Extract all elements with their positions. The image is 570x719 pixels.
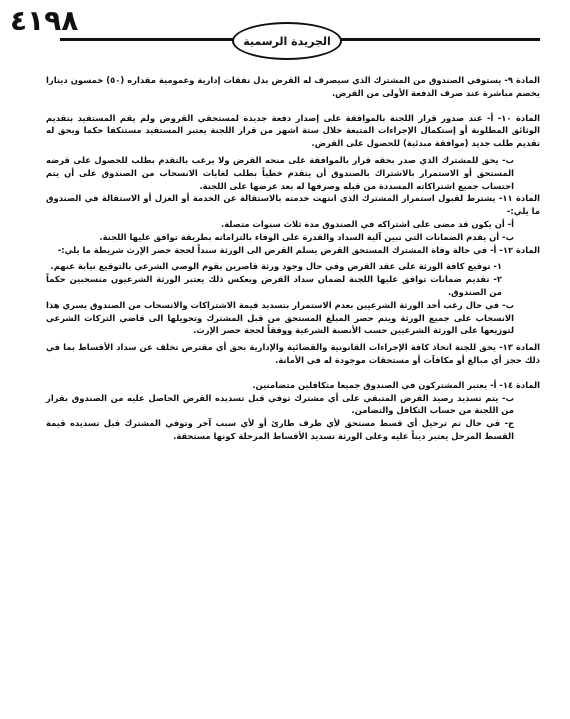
article-12-b: ب- في حال رغب أحد الورثة الشرعيين بعدم الاستمرار بتسديد قيمة الاشتراكات والانسحاب من الصندوق يسري هذا الانسحاب على جميع الورثة ويتم حصر المبلغ المستحق من قبل المشترك وتحويلها الى قاضي التركات الشرعي لتوزيعها على الورثة الشرعيين حسب الأنصبة الشرعية ووفقاً لحجة حصر الإرث. bbox=[46, 299, 514, 336]
article-10-a: المادة ١٠- أ- عند صدور قرار اللجنة بالموافقة على إصدار دفعة جديدة لمستحقي القروض ولم يقم المستفيد بتقديم الوثائق المطلوبة أو إستكمال الإجراءات المتبعة خلال ستة اشهر من قرار اللجنة يعتبر المستفيد مستنكفا حكما ويحق له تقديم طلب جديد (موافقة مبدئية) للحصول على القرض. bbox=[46, 112, 540, 149]
article-11-intro: المادة ١١- يشترط لقبول استمرار المشترك الذي انتهت خدمته بالاستقالة عن الخدمة أو العزل أو الاستقالة في الصندوق ما يلي:- bbox=[46, 193, 540, 217]
article-12-item-2: ٢- تقديم ضمانات توافق عليها اللجنة لضمان سداد القرض ويعكس ذلك يعتبر الورثة الشرعيون منسحبين حكماً من الصندوق. bbox=[46, 274, 502, 297]
article-12-intro: المادة ١٢- أ- في حالة وفاة المشترك المستحق القرض يسلم القرض الى الورثة سنداً لحجة حصر الإرث شريطة ما يلي:- bbox=[57, 244, 540, 255]
article-14-c: ج- في حال تم ترحيل أي قسط مستحق لأي ظرف طارئ أو لأي سبب آخر وتوفي المشترك قبل تسديده قيمة القسط المرحل يعتبر ديناً عليه وعلى الورثة تسديد الأقساط المرحلة كونها مستحقة. bbox=[46, 418, 514, 441]
page-number: ٤١٩٨ bbox=[10, 4, 79, 37]
article-14-b: ب- يتم تسديد رصيد القرض المتبقي على أي مشترك توفي قبل تسديده القرض الحاصل عليه من الصندوق بقرار من اللجنة من حساب التكافل والتضامن. bbox=[46, 392, 514, 416]
document-body bbox=[46, 74, 540, 443]
article-9: المادة ٩- يستوفي الصندوق من المشترك الذي سيصرف له القرض بدل نفقات إدارية وعمومية مقداره (٥٠) خمسون دينارا يخصم مباشرة عند صرف الدفعة الأولى من القرض. bbox=[46, 75, 541, 98]
article-13: المادة ١٣- يحق للجنة اتخاذ كافة الإجراءات القانونية والقضائية والإدارية بحق أي مقترض تخلف عن سداد الأقساط بما في ذلك حجز أي مبالغ أو مكافآت أو مستحقات موجودة له في الأمانة. bbox=[46, 342, 540, 365]
article-10-b: ب- يحق للمشترك الذي صدر بحقه قرار بالموافقة على منحه القرض ولا يرغب بالتقدم بطلب للحصول على قرضه المستحق أو الاستمرار بالاشتراك بالصندوق أن يتقدم خطياً بطلب لغايات الانسحاب من الصندوق على أن يتم احتساب جميع اشتراكاته المسددة من قبله وصرفها له بعد عرضها على اللجنة. bbox=[46, 154, 514, 191]
gazette-title: الجريدة الرسمية bbox=[243, 34, 331, 48]
article-11-b: ب- أن يقدم الضمانات التي تبين آلية السداد والقدرة على الوفاء بالتزاماته بطريقة توافق عليها اللجنة. bbox=[99, 231, 514, 242]
article-14-a: المادة ١٤- أ- يعتبر المشتركون في الصندوق جميعا متكافلين متضامنين. bbox=[252, 379, 540, 390]
article-11-a: أ- أن يكون قد مضى على اشتراكه في الصندوق مدة ثلاث سنوات متصلة. bbox=[221, 218, 514, 229]
article-12-item-1: ١- توقيع كافة الورثة على عقد القرض وفي حال وجود ورثة قاصرين يقوم الوصي الشرعي بالتوقيع نيابة عنهم. bbox=[50, 261, 502, 272]
gazette-title-badge bbox=[232, 22, 342, 60]
